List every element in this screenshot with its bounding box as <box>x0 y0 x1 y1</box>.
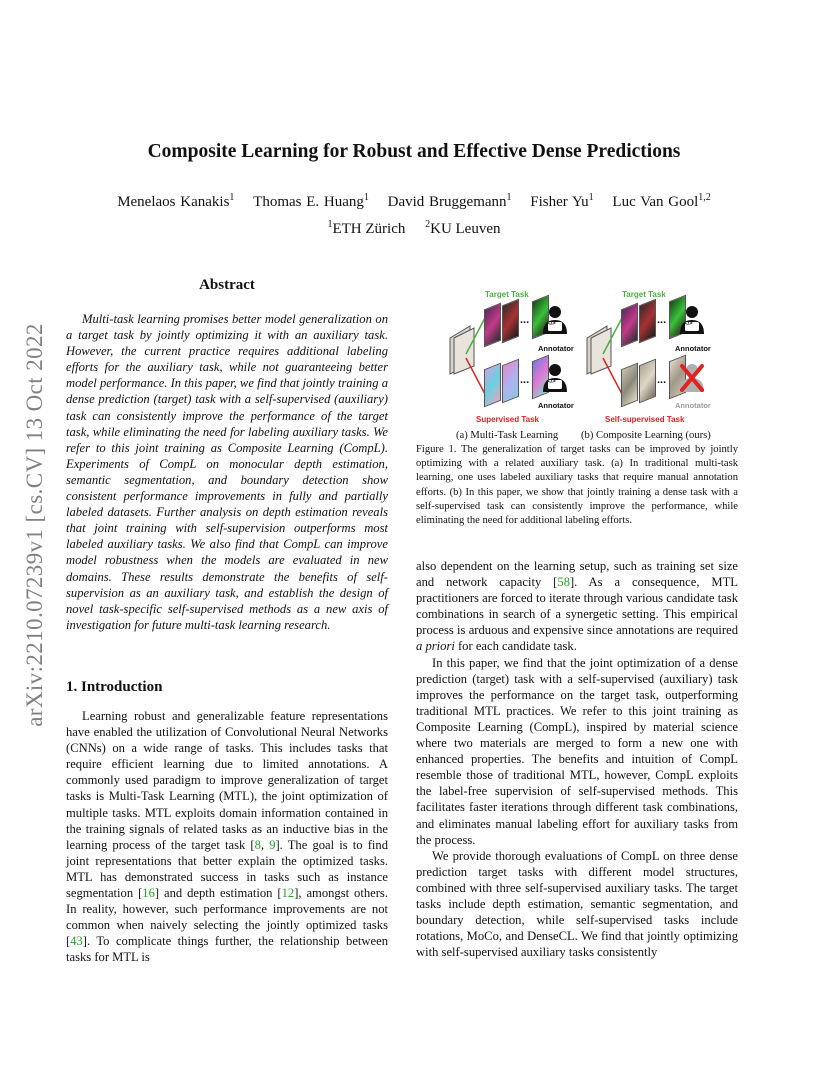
author: Thomas E. Huang$^1$ <box>253 192 369 210</box>
figure-1-illustration <box>440 284 740 428</box>
affiliation-list <box>0 221 828 238</box>
figure-caption: Figure 1. The generalization of target tasks can be improved by jointly optimizing with a related auxiliary task. (a) In traditional multi-task learning, one uses labeled auxiliary tasks that require manual annotation efforts. (b) In this paper, we show that jointly training a dense task with a self-supervised task can consistently improve the performance, while eliminating the need for additional labeling efforts. <box>416 444 738 527</box>
citation-link[interactable]: 8 <box>254 837 261 852</box>
paragraph: We provide thorough evaluations of CompL on three dense prediction target tasks with different model structures, combined with three self-supervised auxiliary tasks. The target tasks include depth estimation, semantic segmentation, and boundary detection, while self-supervised tasks include rotations, MoCo, and DenseCL. We find that jointly optimizing with self-supervised auxiliary tasks consistently <box>416 848 738 960</box>
ellipsis: ... <box>520 374 530 386</box>
subcaption-a: (a) Multi-Task Learning <box>456 430 559 441</box>
auxiliary-label-tile <box>484 363 501 408</box>
author: David Bruggemann$^1$ <box>387 192 512 210</box>
self-supervised-tile <box>621 363 638 408</box>
arxiv-stamp <box>20 290 50 760</box>
paper-title: Composite Learning for Robust and Effective Dense Predictions <box>147 141 681 162</box>
target-prediction-tile <box>621 303 638 348</box>
ellipsis: ... <box>657 314 667 326</box>
affiliation: $^1$ETH Zürich <box>327 219 406 237</box>
self-supervised-tile <box>639 359 656 404</box>
code-glyph: </> <box>547 379 556 385</box>
paragraph: In this paper, we find that the joint optimization of a dense prediction (target) task with a self-supervised (auxiliary) task improves the performance on the target task, outperforming traditional MTL practices. We refer to this joint training as Composite Learning (CompL), inspired by material science where two materials are merged to form a new one with enhanced properties. The benefits and intuition of CompL resemble those of traditional MTL, however, CompL exploits the label-free supervision of self-supervised methods. This facilitates faster iterations through different task combinations, and eliminates manual labeling effort for auxiliary tasks from the process. <box>416 655 738 847</box>
auxiliary-label-tile <box>502 359 519 404</box>
citation-link[interactable]: 16 <box>142 886 155 901</box>
target-task-label-a: Target Task <box>485 290 529 299</box>
code-glyph: </> <box>547 321 556 327</box>
arxiv-stamp-text: arXiv:2210.07239v1 [cs.CV] 13 Oct 2022 <box>22 323 48 727</box>
crossed-out-annotator-icon <box>677 362 707 392</box>
paragraph: also dependent on the learning setup, such as training set size and network capacity [58]. As a consequence, MTL practitioners are forced to iterate through various candidate task combinations in search of a synergetic setting. This empirical process is arduous and expensive since annotations are required a priori for each candidate task. <box>416 559 738 654</box>
target-prediction-tile <box>484 303 501 348</box>
ellipsis: ... <box>657 374 667 386</box>
self-supervised-task-label: Self-supervised Task <box>605 415 685 424</box>
code-glyph: </> <box>684 321 693 327</box>
affiliation: $^2$KU Leuven <box>425 219 501 237</box>
author: Menelaos Kanakis$^1$ <box>117 192 235 210</box>
citation-link[interactable]: 43 <box>70 934 83 949</box>
subcaption-b: (b) Composite Learning (ours) <box>581 430 711 441</box>
target-prediction-tile <box>639 299 656 344</box>
author-list <box>0 194 828 211</box>
annotator-person-icon <box>677 304 707 334</box>
abstract-text: Multi-task learning promises better model generalization on a target task by jointly optimizing it with an auxiliary task. However, the current practice requires additional labeling efforts for the auxiliary task, while not guaranteeing better model performance. In this paper, we find that jointly training a dense prediction (target) task with a self-supervised (auxiliary) task can consistently improve the performance of the target task, while eliminating the need for labeling auxiliary tasks. We refer to this joint training as Composite Learning (CompL). Experiments of CompL on monocular depth estimation, semantic segmentation, and boundary detection show consistent performance improvements in fully and partially labeled datasets. Further analysis on depth estimation reveals that joint training with self-supervision outperforms most labeled auxiliary tasks. We also find that CompL can improve model robustness when the models are evaluated in new domains. These results demonstrate the benefits of self-supervision as an auxiliary task, and establish the design of novel task-specific self-supervised methods as a new axis of investigation for future multi-task learning research. <box>66 312 388 632</box>
author: Fisher Yu$^1$ <box>530 192 594 210</box>
right-column-body <box>416 558 738 960</box>
target-task-label-b: Target Task <box>622 290 666 299</box>
author: Luc Van Gool$^{1,2}$ <box>612 192 711 210</box>
annotator-label: Annotator <box>538 344 574 353</box>
citation-link[interactable]: 58 <box>557 575 570 590</box>
annotator-person-icon <box>540 304 570 334</box>
supervised-task-label: Supervised Task <box>476 415 539 424</box>
citation-link[interactable]: 9 <box>269 837 276 852</box>
abstract-heading: Abstract <box>199 277 255 293</box>
ellipsis: ... <box>520 314 530 326</box>
target-prediction-tile <box>502 299 519 344</box>
section-heading-introduction: 1. Introduction <box>66 679 163 695</box>
citation-link[interactable]: 12 <box>281 886 295 901</box>
annotator-label: Annotator <box>675 401 711 410</box>
introduction-paragraph: Learning robust and generalizable feature representations have enabled the utilization of Convolutional Neural Networks (CNNs) on a wide range of tasks. This includes tasks that require efficient learning due to limited annotations. A commonly used paradigm to improve generalization of target tasks is Multi-Task Learning (MTL), the joint optimization of multiple tasks. MTL exploits domain information contained in the training signals of related tasks as an inductive bias in the learning process of the target task [8, 9]. The goal is to find joint representations that better explain the optimized tasks. MTL has demonstrated success in tasks such as instance segmentation [16] and depth estimation [12], amongst others. In reality, however, such performance improvements are not common when naively selecting the jointly optimized tasks [43]. To complicate things further, the relationship between tasks for MTL is <box>66 709 388 965</box>
annotator-label: Annotator <box>675 344 711 353</box>
annotator-label: Annotator <box>538 401 574 410</box>
annotator-person-icon <box>540 362 570 392</box>
